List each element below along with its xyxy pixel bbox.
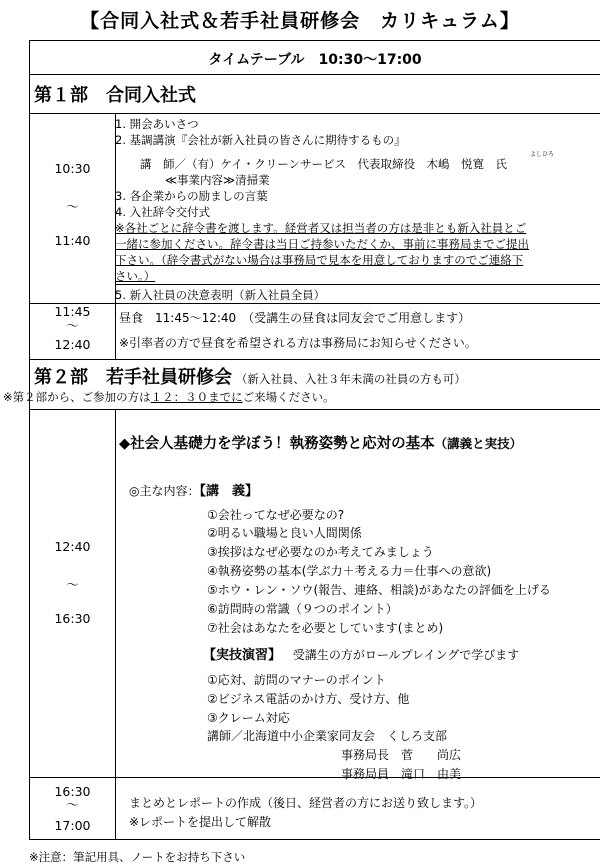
footer-note: ※注意：筆記用具、ノートをお持ち下さい bbox=[29, 850, 246, 864]
document-title: 【合同入社式＆若手社員研修会 カリキュラム】 bbox=[80, 10, 520, 32]
contents-label: ◎主な内容： bbox=[129, 484, 200, 498]
part2-heading-row bbox=[34, 363, 466, 389]
ruby-annotation: よしひろ bbox=[530, 151, 555, 158]
practice-item: ①応対、訪問のマナーのポイント bbox=[207, 673, 386, 687]
column-divider bbox=[115, 409, 116, 840]
divider bbox=[30, 74, 600, 75]
part2-time-end: 16:30 bbox=[54, 611, 91, 626]
part1-note-line: 一緒に参加ください。辞令書は当日ご持参いただくか、事前に事務局までご提出 bbox=[115, 237, 529, 251]
divider bbox=[30, 359, 600, 360]
session-title-row bbox=[119, 432, 522, 453]
part1-note-line: ※各社ごとに辞令書を渡します。経営者又は担当者の方は是非とも新入社員とご bbox=[115, 221, 527, 235]
practice-row bbox=[203, 644, 519, 663]
part1-heading: 第１部 合同入社式 bbox=[34, 85, 196, 106]
part1-item-5: 5. 新入社員の決意表明（新入社員全員） bbox=[115, 288, 326, 302]
practice-label: 【実技演習】 bbox=[203, 648, 282, 663]
lunch-line-1: 昼食 11:45～12:40 （受講生の昼食は同友会でご用意します） bbox=[119, 311, 471, 325]
timetable-header: タイムテーブル 10:30～17:00 bbox=[208, 52, 422, 68]
lecture-item: ①会社ってなぜ必要なの? bbox=[207, 508, 345, 522]
lecture-item: ②明るい職場と良い人間関係 bbox=[207, 526, 362, 540]
session-suffix: （講義と実技） bbox=[434, 436, 523, 451]
part1-note-line: 下さい。（辞令書式がない場合は事務局で見本を用意しておりますのでご連絡下 bbox=[115, 253, 524, 267]
part1-item-2: 2. 基調講演『会社が新入社員の皆さんに期待するもの』 bbox=[115, 133, 406, 147]
part1-time-start: 10:30 bbox=[54, 161, 91, 176]
part1-item-3: 3. 各企業からの励ましの言葉 bbox=[115, 189, 268, 203]
session-title: ◆社会人基礎力を学ぼう！執務姿勢と応対の基本 bbox=[119, 436, 435, 452]
column-divider bbox=[115, 113, 116, 359]
part1-time-end: 11:40 bbox=[54, 233, 91, 248]
divider bbox=[115, 284, 600, 285]
part2-heading: 第２部 若手社員研修会 bbox=[34, 367, 232, 388]
notice-post: ご来場ください。 bbox=[242, 390, 335, 404]
part2-heading-sub: （新入社員、入社３年未満の社員の方も可） bbox=[235, 372, 466, 386]
notice-time: １２：３０までに bbox=[150, 390, 243, 404]
part1-speaker: 講 師／（有）ケイ・クリーンサービス 代表取締役 木嶋 悦寛 氏 bbox=[140, 157, 507, 171]
part1-item-4: 4. 入社辞令交付式 bbox=[115, 205, 211, 219]
closing-time-end: 17:00 bbox=[54, 818, 91, 833]
lecture-item: ③挨拶はなぜ必要なのか考えてみましょう bbox=[207, 545, 434, 559]
contents-row bbox=[129, 480, 258, 499]
lunch-line-2: ※引率者の方で昼食を希望される方は事務局にお知らせください。 bbox=[119, 336, 477, 350]
lecture-item: ④執務姿勢の基本(学ぶ力＋考える力＝仕事への意欲) bbox=[207, 564, 492, 578]
part1-item-1: 1. 開会あいさつ bbox=[115, 117, 199, 131]
part1-business: ≪事業内容≫清掃業 bbox=[165, 173, 270, 187]
part2-notice bbox=[3, 389, 335, 405]
lecture-item: ⑤ホウ・レン・ソウ(報告、連絡、相談)があなたの評価を上げる bbox=[207, 583, 551, 597]
practice-item: ③クレーム対応 bbox=[207, 711, 290, 725]
part2-time-start: 12:40 bbox=[54, 539, 91, 554]
lunch-time-tilde: ～ bbox=[66, 318, 79, 333]
practice-desc: 受講生の方がロールプレイングで学びます bbox=[292, 648, 520, 662]
lunch-time-end: 12:40 bbox=[54, 337, 91, 352]
staff-line: 事務局長 菅 尚広 bbox=[341, 748, 462, 762]
part2-time-tilde: ～ bbox=[66, 577, 79, 592]
closing-time-tilde: ～ bbox=[66, 797, 79, 812]
closing-line-1: まとめとレポートの作成（後日、経営者の方にお送り致します。） bbox=[129, 796, 483, 810]
lecture-item: ⑦社会はあなたを必要としています(まとめ) bbox=[207, 621, 444, 635]
lecture-item: ⑥訪問時の常識（９つのポイント） bbox=[207, 602, 398, 616]
part1-note-line: さい。） bbox=[115, 269, 156, 283]
curriculum-table bbox=[3, 40, 600, 840]
part1-time-tilde: ～ bbox=[66, 199, 79, 214]
practice-item: ②ビジネス電話のかけ方、受け方、他 bbox=[207, 692, 410, 706]
lunch-time-start: 11:45 bbox=[54, 304, 91, 319]
lecture-label: 【講 義】 bbox=[199, 484, 258, 499]
notice-pre: ※第２部から、ご参加の方は bbox=[3, 390, 151, 404]
closing-time-start: 16:30 bbox=[54, 784, 91, 799]
staff-line: 事務局員 滝口 由美 bbox=[341, 767, 462, 781]
instructor: 講師／北海道中小企業家同友会 くしろ支部 bbox=[207, 729, 448, 743]
closing-line-2: ※レポートを提出して解散 bbox=[129, 815, 272, 829]
